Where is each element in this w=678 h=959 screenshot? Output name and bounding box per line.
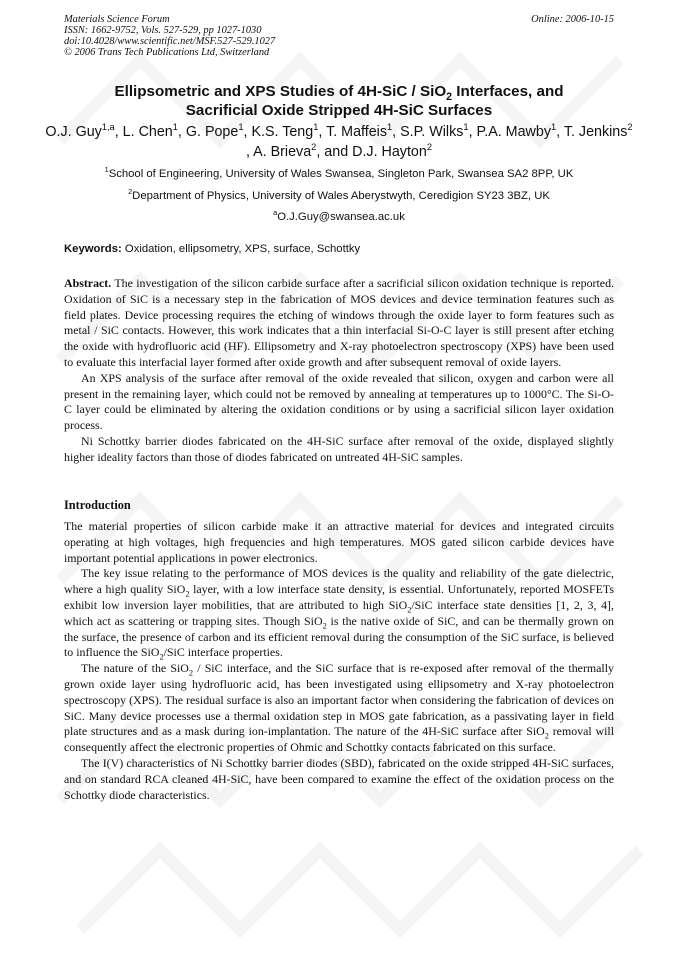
online-date: Online: 2006-10-15: [531, 14, 614, 25]
author: D.J. Hayton$^2$: [352, 142, 432, 160]
keywords-label: Keywords:: [64, 243, 122, 255]
author: G. Pope$^1$,: [185, 122, 252, 140]
intro-paragraph: The key issue relating to the performance of MOS devices is the quality and reliability of the gate dielectric, where a high quality SiO$_2$ layer, with a low interface state density, is essential. Unfortunately, reported MOSFETs exhibit low inversion layer mobilities, that are attributed to high SiO$_2$/SiC interface state densities [1, 2, 3, 4], which act as scattering or trapping sites. Though SiO$_2$ is the native oxide of SiC, and can be thermally grown on the surface, the presence of carbon and its efficient removal during the consumption of the SiC surface, is believed to influence the SiO$_2$/SiC interface properties.: [64, 566, 614, 662]
abstract-paragraph: Ni Schottky barrier diodes fabricated on the 4H-SiC surface after removal of the oxide, displayed slightly higher ideality factors than those of diodes fabricated on untreated 4H-SiC samples.: [64, 433, 614, 464]
author: T. Maffeis$^1$,: [326, 122, 401, 140]
affiliation-2: $^2$Department of Physics, University of Wales Aberystwyth, Ceredigion SY23 3BZ, UK: [128, 187, 550, 202]
title-line1-a: Ellipsometric and XPS Studies of 4H-SiC / SiO: [114, 83, 447, 100]
author: K.S. Teng$^1$,: [251, 122, 327, 140]
keywords: [64, 243, 360, 255]
abstract: [64, 276, 614, 466]
author: L. Chen$^1$,: [122, 122, 186, 140]
journal-name: Materials Science Forum: [64, 14, 170, 25]
journal-info: [64, 14, 275, 58]
affiliation-1: $^1$School of Engineering, University of Wales Swansea, Singleton Park, Swansea SA2 8PP, UK: [104, 165, 574, 180]
title-line2: Sacrificial Oxide Stripped 4H-SiC Surfaces: [185, 102, 493, 119]
intro-paragraph: The nature of the SiO$_2$ / SiC interface, and the SiC surface that is re-exposed after removal of the thermally grown oxide layer using hydrofluoric acid, has been investigated using ellipsometry and X-ray photoelectron spectroscopy (XPS). The residual surface is also an important factor when considering the fabrication of devices on SiC. Many device processes use a thermal oxidation step in MOS gate fabrication, as a passivating layer in field plate structures and as a mask during ion-implantation. The nature of the 4H-SiC surface after SiO$_2$ removal will consequently affect the electronic properties of Ohmic and Schottky contacts fabricated on this surface.: [64, 661, 615, 755]
intro-paragraph: The material properties of silicon carbide make it an attractive material for devices and integrated circuits operating at high voltages, high frequencies and high temperatures. MOS gated silicon carbide devices have important potential applications in power electronics.: [64, 519, 614, 565]
author: O.J. Guy$^{1,a}$,: [45, 122, 123, 140]
section-heading-introduction: Introduction: [64, 498, 131, 512]
intro-paragraph: The I(V) characteristics of Ni Schottky barrier diodes (SBD), fabricated on the oxide stripped 4H-SiC surfaces, and on standard RCA cleaned 4H-SiC, have been compared to examine the effect of the oxidation process on the Schottky diode characteristics.: [64, 755, 614, 802]
title-line1-b: Interfaces, and: [452, 83, 564, 100]
doi-line[interactable]: doi:10.4028/www.scientific.net/MSF.527-529.1027: [64, 36, 276, 47]
abstract-paragraph: An XPS analysis of the surface after removal of the oxide revealed that silicon, oxygen and carbon were all present in the remaining layer, which could not be removed by annealing at temperatures up to 1000°C. The Si-O-C layer could be eliminated by altering the oxidation conditions or by using a sacrificial silicon layer oxidation process.: [64, 370, 614, 433]
abstract-paragraph: Abstract. The investigation of the silicon carbide surface after a sacrificial silicon oxidation technique is reported. Oxidation of SiC is a necessary step in the fabrication of MOS devices and device termination features such as field plates. Device processing requires the etching of windows through the oxide layer to form features such as metal / SiC contacts. However, this work indicates that a thin interfacial Si-O-C layer is still present after etching the oxide with hydrofluoric acid (HF). Ellipsometry and X-ray photoelectron spectroscopy (XPS) have been used to evaluate this interfacial layer formed after oxide growth and after subsequent removal of oxide layers.: [64, 276, 614, 369]
corresponding-email[interactable]: $^a$O.J.Guy@swansea.ac.uk: [273, 208, 405, 223]
paper-title: [40, 82, 638, 120]
copyright-line: © 2006 Trans Tech Publications Ltd, Switzerland: [64, 47, 270, 58]
issn-line: ISSN: 1662-9752, Vols. 527-529, pp 1027-1030: [64, 25, 262, 36]
keywords-text: Oxidation, ellipsometry, XPS, surface, Schottky: [121, 243, 361, 255]
introduction-body: [64, 519, 614, 803]
author-list: [44, 122, 634, 162]
abstract-label: Abstract.: [64, 276, 112, 290]
author: P.A. Mawby$^1$,: [476, 122, 564, 140]
title-subscript: 2: [446, 91, 453, 104]
author: A. Brieva$^2$, and: [253, 142, 353, 160]
author: S.P. Wilks$^1$,: [400, 122, 477, 140]
author: T. Jenkins$^2$ ,: [246, 122, 633, 160]
